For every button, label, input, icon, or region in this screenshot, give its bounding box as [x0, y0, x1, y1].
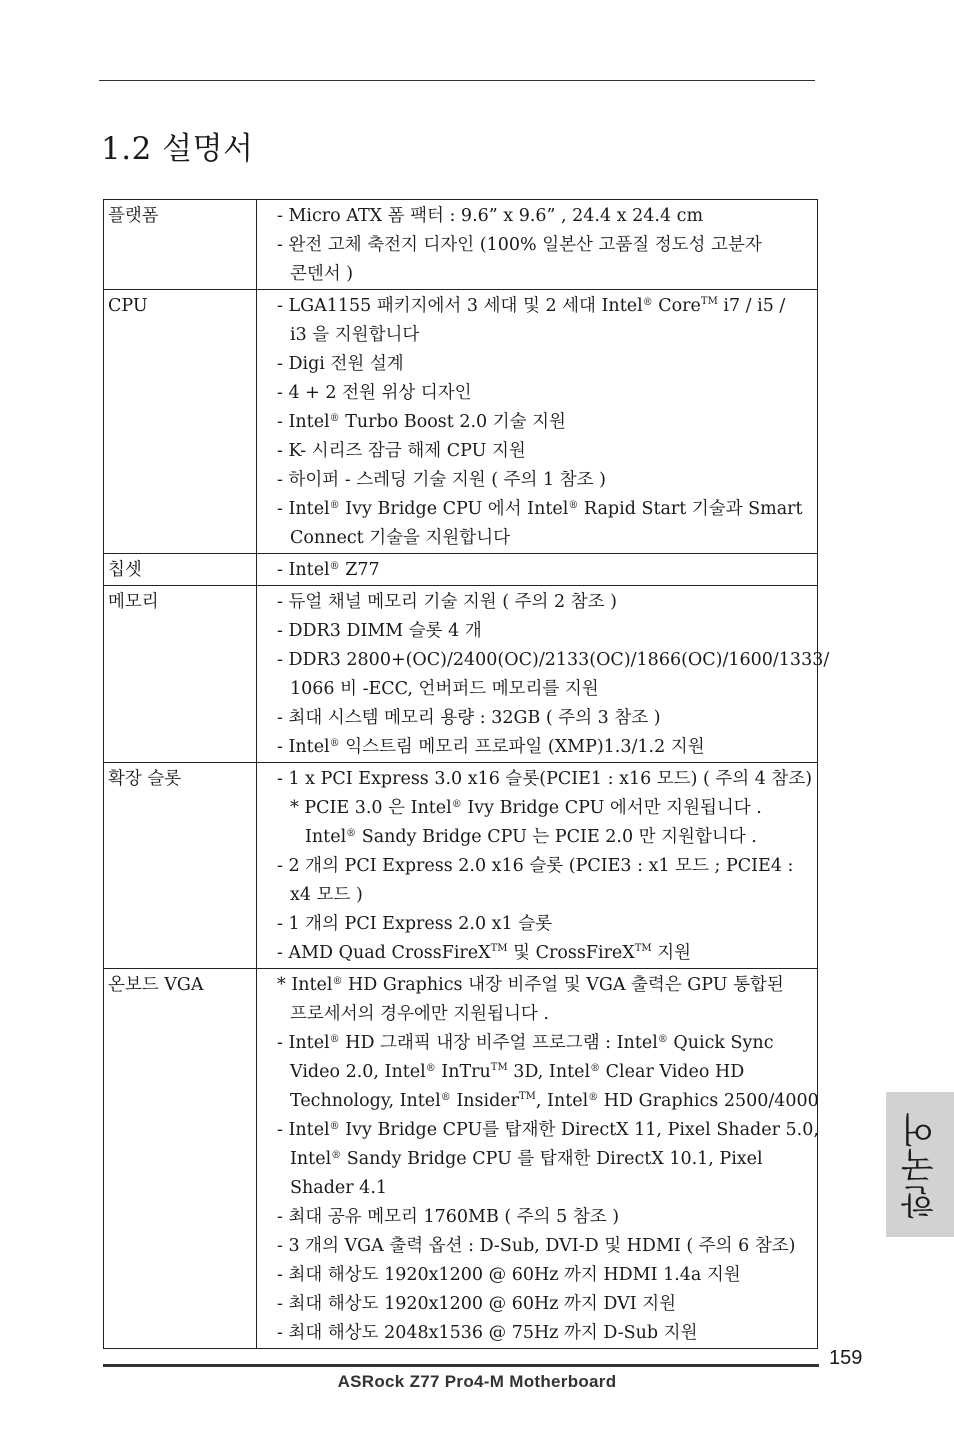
spec-line: Intel® Sandy Bridge CPU 를 탑재한 DirectX 10.1, Pixel: [290, 1149, 763, 1169]
spec-line: - Micro ATX 폼 팩터 : 9.6” x 9.6” , 24.4 x 24.4 cm: [277, 206, 704, 226]
row-label: 온보드 VGA: [104, 969, 257, 1349]
spec-line: - 완전 고체 축전지 디자인 (100% 일본산 고품질 정도성 고분자: [277, 235, 762, 255]
spec-line: - 최대 해상도 2048x1536 @ 75Hz 까지 D-Sub 지원: [277, 1323, 698, 1343]
spec-line: Connect 기술을 지원합니다: [290, 528, 511, 548]
spec-line: Video 2.0, Intel® InTru™ 3D, Intel® Clear Video HD: [290, 1062, 745, 1082]
spec-line: - Intel® 익스트림 메모리 프로파일 (XMP)1.3/1.2 지원: [277, 737, 705, 757]
top-rule: [99, 80, 815, 81]
spec-line: - Intel® Ivy Bridge CPU 에서 Intel® Rapid Start 기술과 Smart: [277, 499, 803, 519]
footer-product-name: ASRock Z77 Pro4-M Motherboard: [337, 1372, 617, 1391]
row-label: 확장 슬롯: [104, 763, 257, 969]
specifications-table: [103, 199, 830, 1349]
spec-line: - 최대 시스템 메모리 용량 : 32GB ( 주의 3 참조 ): [277, 708, 661, 728]
spec-line: - LGA1155 패키지에서 3 세대 및 2 세대 Intel® Core™ i7 / i5 /: [277, 296, 786, 316]
bottom-rule: [103, 1364, 819, 1367]
row-value: [257, 200, 818, 290]
spec-line: 콘덴서 ): [290, 264, 354, 284]
spec-line: - DDR3 DIMM 슬롯 4 개: [277, 621, 482, 641]
spec-line: * PCIE 3.0 은 Intel® Ivy Bridge CPU 에서만 지원됩니다 .: [290, 798, 762, 818]
spec-line: - K- 시리즈 잠금 해제 CPU 지원: [277, 441, 526, 461]
row-value: [257, 586, 830, 763]
row-label: 메모리: [104, 586, 257, 763]
spec-line: x4 모드 ): [290, 885, 363, 905]
row-label: 플랫폼: [104, 200, 257, 290]
table-row-expansion-slots: [104, 763, 818, 969]
spec-line: - 4 + 2 전원 위상 디자인: [277, 383, 472, 403]
row-label: CPU: [104, 290, 257, 554]
spec-line: 1066 비 -ECC, 언버퍼드 메모리를 지원: [290, 679, 599, 699]
spec-line: - Intel® Turbo Boost 2.0 기술 지원: [277, 412, 566, 432]
spec-line: - AMD Quad CrossFireX™ 및 CrossFireX™ 지원: [277, 943, 692, 963]
spec-line: - 최대 해상도 1920x1200 @ 60Hz 까지 HDMI 1.4a 지원: [277, 1265, 741, 1285]
spec-line: Intel® Sandy Bridge CPU 는 PCIE 2.0 만 지원합니다 .: [305, 827, 757, 847]
table-row-memory: [104, 586, 818, 763]
spec-line: - 3 개의 VGA 출력 옵션 : D-Sub, DVI-D 및 HDMI ( 주의 6 참조): [277, 1236, 796, 1256]
spec-line: 프로세서의 경우에만 지원됩니다 .: [290, 1004, 549, 1024]
table-row-cpu: [104, 290, 818, 554]
spec-line: Technology, Intel® Insider™, Intel® HD Graphics 2500/4000: [290, 1091, 819, 1111]
spec-line: - 듀얼 채널 메모리 기술 지원 ( 주의 2 참조 ): [277, 592, 617, 612]
spec-line: - Intel® Z77: [277, 560, 380, 580]
row-value: [257, 969, 818, 1349]
spec-line: - 하이퍼 - 스레딩 기술 지원 ( 주의 1 참조 ): [277, 470, 606, 490]
spec-line: - DDR3 2800+(OC)/2400(OC)/2133(OC)/1866(OC)/1600/1333/: [277, 650, 830, 670]
table-row-onboard-vga: [104, 969, 818, 1349]
spec-line: Shader 4.1: [290, 1178, 388, 1198]
spec-line: * Intel® HD Graphics 내장 비주얼 및 VGA 출력은 GPU 통합된: [277, 975, 784, 995]
row-value: [257, 763, 818, 969]
row-value: [257, 290, 818, 554]
spec-line: - Intel® Ivy Bridge CPU를 탑재한 DirectX 11, Pixel Shader 5.0,: [277, 1120, 819, 1140]
spec-line: - Digi 전원 설계: [277, 354, 404, 374]
spec-line: - 1 개의 PCI Express 2.0 x1 슬롯: [277, 914, 553, 934]
section-title: 1.2 설명서: [101, 131, 254, 167]
row-value: [257, 554, 818, 586]
table-row-form-factor: [104, 200, 818, 290]
table-row-chipset: [104, 554, 818, 586]
spec-line: - 최대 공유 메모리 1760MB ( 주의 5 참조 ): [277, 1207, 620, 1227]
spec-line: - 최대 해상도 1920x1200 @ 60Hz 까지 DVI 지원: [277, 1294, 677, 1314]
page-number: 159: [829, 1347, 863, 1369]
spec-line: - 2 개의 PCI Express 2.0 x16 슬롯 (PCIE3 : x1 모드 ; PCIE4 :: [277, 856, 794, 876]
spec-line: i3 을 지원합니다: [290, 325, 420, 345]
language-side-tab: [886, 1092, 954, 1237]
language-tab-label: 한국어: [900, 1110, 941, 1219]
spec-line: - Intel® HD 그래픽 내장 비주얼 프로그램 : Intel® Quick Sync: [277, 1033, 774, 1053]
spec-line: - 1 x PCI Express 3.0 x16 슬롯(PCIE1 : x16 모드) ( 주의 4 참조): [277, 769, 813, 789]
row-label: 칩셋: [104, 554, 257, 586]
